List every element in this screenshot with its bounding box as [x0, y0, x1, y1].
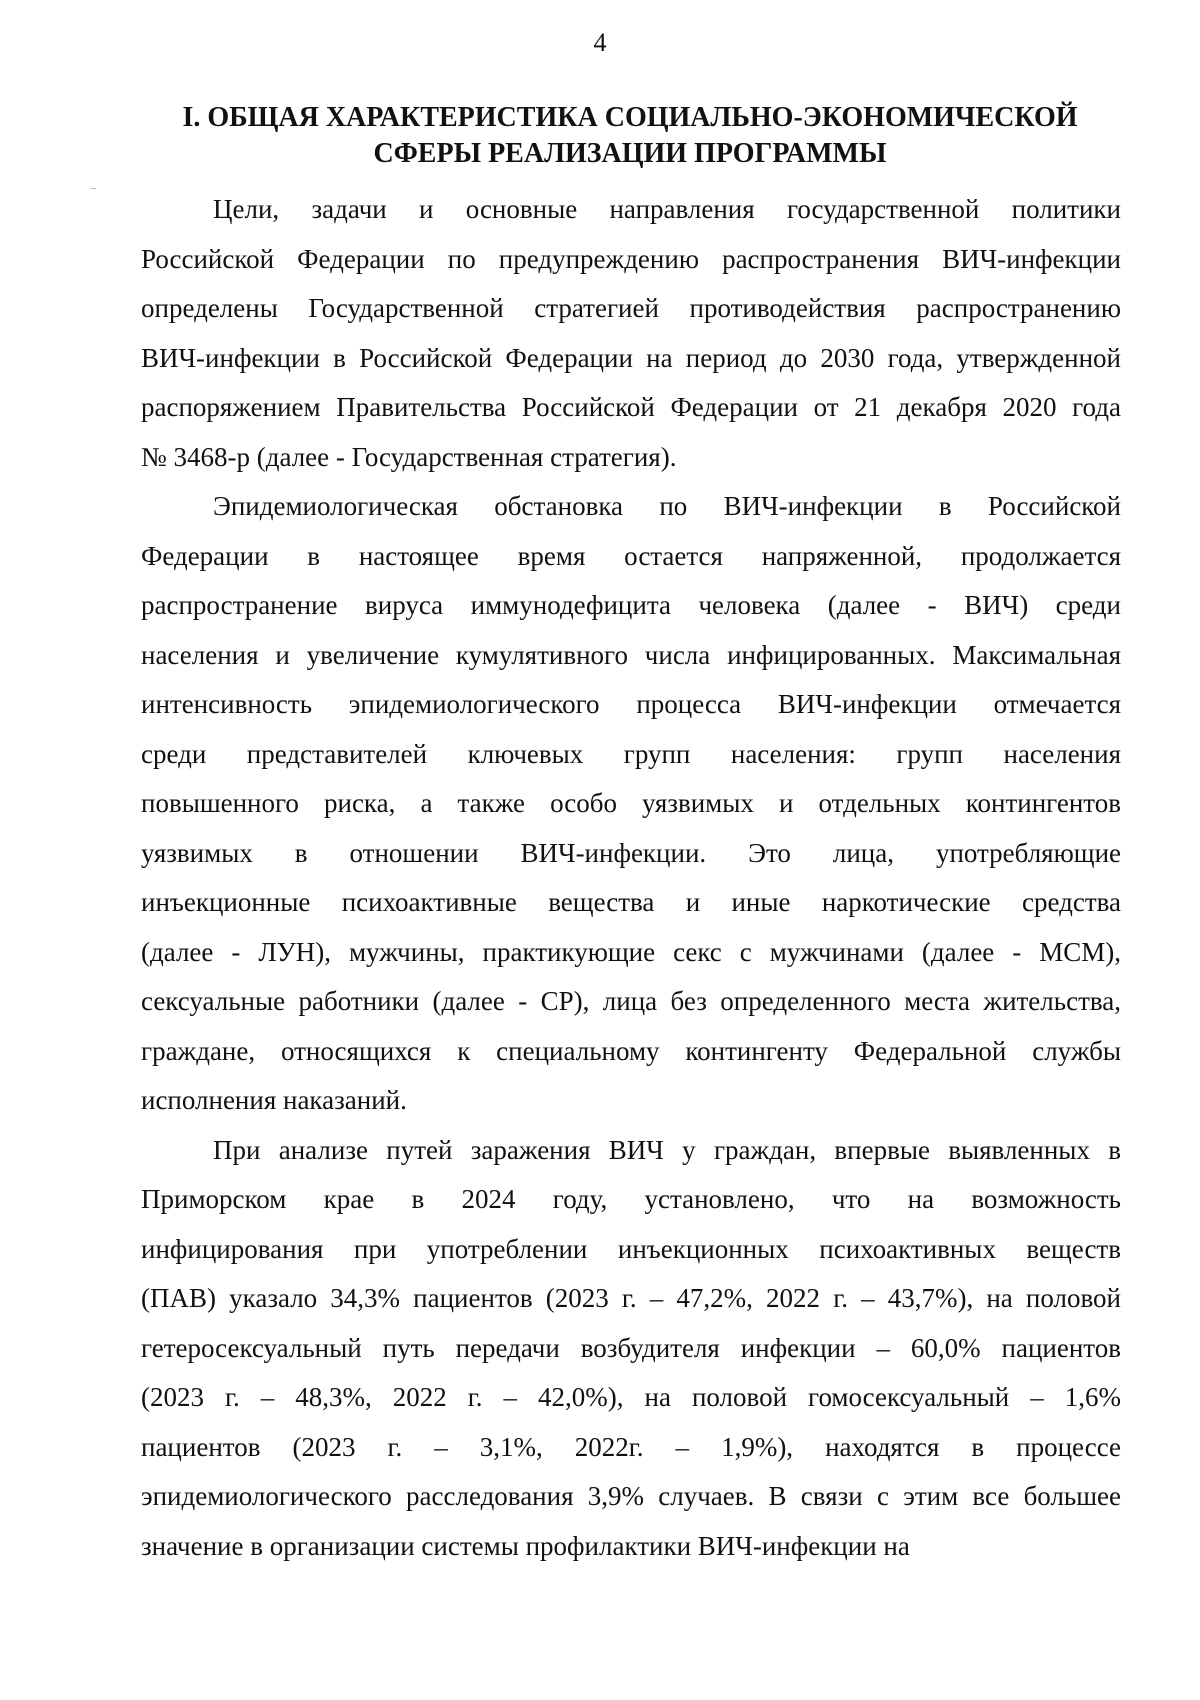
section-heading	[140, 100, 1120, 172]
paragraph-line: определены Государственной стратегией противодействия распространению	[141, 293, 1121, 323]
paragraph-line: инъекционные психоактивные вещества и иные наркотические средства	[141, 887, 1121, 917]
paragraph	[141, 1126, 1121, 1572]
paragraph-line: исполнения наказаний.	[141, 1085, 407, 1115]
paragraph-line: интенсивность эпидемиологического процесса ВИЧ-инфекции отмечается	[141, 689, 1121, 719]
paragraph-line: № 3468-р (далее - Государственная стратегия).	[141, 441, 677, 472]
paragraph-line: эпидемиологического расследования 3,9% случаев. В связи с этим все большее	[141, 1481, 1121, 1511]
paragraph	[141, 482, 1121, 1126]
section-heading-line-1: I. ОБЩАЯ ХАРАКТЕРИСТИКА СОЦИАЛЬНО-ЭКОНОМИЧЕСКОЙ	[182, 102, 1078, 133]
paragraph-line: гетеросексуальный путь передачи возбудителя инфекции – 60,0% пациентов	[141, 1332, 1121, 1363]
paragraph-line: распоряжением Правительства Российской Федерации от 21 декабря 2020 года	[141, 392, 1121, 422]
paragraph-line: При анализе путей заражения ВИЧ у граждан, впервые выявленных в	[213, 1134, 1121, 1165]
paragraph-line: (далее - ЛУН), мужчины, практикующие секс с мужчинами (далее - МСМ),	[141, 936, 1121, 967]
paragraph-line: Российской Федерации по предупреждению распространения ВИЧ-инфекции	[141, 243, 1121, 274]
paragraph-line: населения и увеличение кумулятивного числа инфицированных. Максимальная	[141, 639, 1121, 670]
paragraph-line: повышенного риска, а также особо уязвимых и отдельных контингентов	[141, 788, 1121, 818]
paragraph-line: Цели, задачи и основные направления государственной политики	[213, 194, 1121, 224]
paragraph-line: Эпидемиологическая обстановка по ВИЧ-инфекции в Российской	[213, 491, 1121, 521]
section-heading-line-2: СФЕРЫ РЕАЛИЗАЦИИ ПРОГРАММЫ	[373, 138, 887, 169]
paragraph	[141, 185, 1121, 482]
paragraph-line: уязвимых в отношении ВИЧ-инфекции. Это лица, употребляющие	[141, 837, 1121, 868]
paragraph-line: распространение вируса иммунодефицита человека (далее - ВИЧ) среди	[141, 590, 1121, 620]
body-text	[141, 185, 1121, 1571]
paragraph-line: (2023 г. – 48,3%, 2022 г. – 42,0%), на половой гомосексуальный – 1,6%	[141, 1382, 1121, 1412]
paragraph-line: сексуальные работники (далее - СР), лица без определенного места жительства,	[141, 986, 1121, 1016]
scan-artifact	[90, 188, 96, 189]
paragraph-line: Федерации в настоящее время остается напряженной, продолжается	[141, 540, 1121, 571]
page-number: 4	[593, 28, 607, 57]
paragraph-line: пациентов (2023 г. – 3,1%, 2022г. – 1,9%), находятся в процессе	[141, 1431, 1121, 1462]
paragraph-line: инфицирования при употреблении инъекционных психоактивных веществ	[141, 1233, 1121, 1264]
paragraph-line: среди представителей ключевых групп населения: групп населения	[141, 738, 1121, 769]
paragraph-line: граждане, относящихся к специальному контингенту Федеральной службы	[141, 1035, 1121, 1066]
paragraph-line: значение в организации системы профилактики ВИЧ-инфекции на	[141, 1530, 910, 1561]
paragraph-line: ВИЧ-инфекции в Российской Федерации на период до 2030 года, утвержденной	[141, 342, 1121, 373]
paragraph-line: (ПАВ) указало 34,3% пациентов (2023 г. – 47,2%, 2022 г. – 43,7%), на половой	[141, 1283, 1121, 1313]
paragraph-line: Приморском крае в 2024 году, установлено, что на возможность	[141, 1184, 1121, 1214]
